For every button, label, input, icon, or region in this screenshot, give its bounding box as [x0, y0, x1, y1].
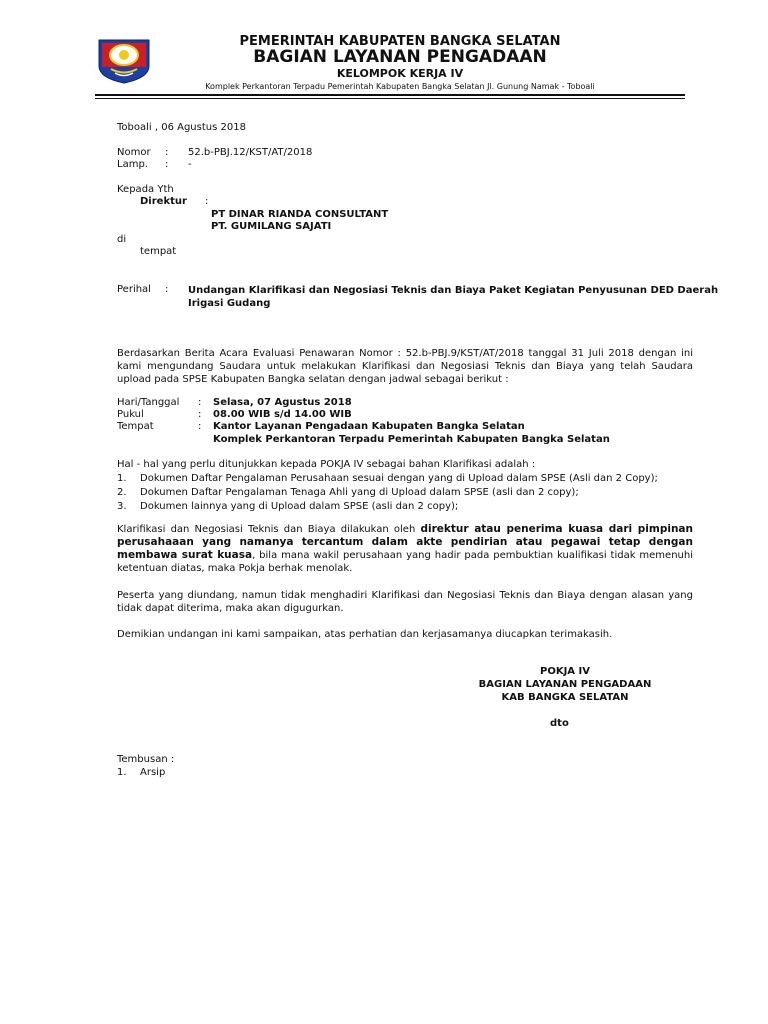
nomor-label: Nomor — [117, 147, 151, 158]
perihal-colon: : — [165, 284, 169, 295]
lamp-value: - — [188, 159, 192, 170]
hari-label: Hari/Tanggal — [117, 397, 180, 408]
body-paragraph-4: Demikian undangan ini kami sampaikan, atas perhatian dan kerjasamanya diucapkan terimakasih. — [117, 629, 613, 640]
lamp-colon: : — [165, 159, 169, 170]
pukul-label: Pukul — [117, 409, 144, 420]
kepada-yth: Kepada Yth — [117, 184, 174, 195]
body2-tail: , bila mana wakil perusahaan yang hadir pada pembuktian kualifikasi tidak memenuhi ketentuan diatas, maka Pokja berhak menolak. — [117, 550, 693, 574]
recipient-2: PT. GUMILANG SAJATI — [211, 221, 332, 232]
perihal-line-2: Irigasi Gudang — [188, 298, 271, 309]
tembusan-item-num: 1. — [117, 767, 127, 778]
pukul-value: 08.00 WIB s/d 14.00 WIB — [213, 409, 352, 420]
hal-item-text: Dokumen Daftar Pengalaman Tenaga Ahli yang di Upload dalam SPSE (asli dan 2 copy); — [140, 487, 579, 498]
nomor-colon: : — [165, 147, 169, 158]
recipient-1: PT DINAR RIANDA CONSULTANT — [211, 209, 389, 220]
tempat-label: tempat — [140, 246, 177, 257]
perihal-label: Perihal — [117, 284, 151, 295]
signature-regency: KAB BANGKA SELATAN — [501, 692, 629, 703]
hal-item-text: Dokumen Daftar Pengalaman Perusahaan sesuai dengan yang di Upload dalam SPSE (Asli dan 2 Copy); — [140, 473, 658, 484]
header-government: PEMERINTAH KABUPATEN BANGKA SELATAN — [239, 34, 561, 49]
header-rule-thick — [95, 94, 685, 96]
signature-agency: BAGIAN LAYANAN PENGADAAN — [478, 679, 652, 690]
direktur-label: Direktur — [140, 196, 187, 207]
hal-item-num: 3. — [117, 501, 127, 512]
body2-lead: Klarifikasi dan Negosiasi Teknis dan Biaya dilakukan oleh — [117, 524, 421, 535]
tempat-value-1: Kantor Layanan Pengadaan Kabupaten Bangka Selatan — [213, 421, 525, 432]
perihal-line-1: Undangan Klarifikasi dan Negosiasi Teknis dan Biaya Paket Kegiatan Penyusunan DED Daerah — [188, 285, 719, 296]
tempat-value-2: Komplek Perkantoran Terpadu Pemerintah Kabupaten Bangka Selatan — [213, 434, 610, 445]
nomor-value: 52.b-PBJ.12/KST/AT/2018 — [188, 147, 313, 158]
hari-colon: : — [198, 397, 202, 408]
signature-pokja: POKJA IV — [540, 666, 590, 677]
place-date: Toboali , 06 Agustus 2018 — [117, 122, 246, 133]
body-paragraph-3: Peserta yang diundang, namun tidak menghadiri Klarifikasi dan Negosiasi Teknis dan Biaya dengan alasan yang tidak dapat diterima, maka akan digugurkan. — [117, 590, 693, 614]
body-paragraph-1: Berdasarkan Berita Acara Evaluasi Penawaran Nomor : 52.b-PBJ.9/KST/AT/2018 tanggal 31 Juli 2018 dengan ini kami mengundang Saudara untuk melakukan Klarifikasi dan Negosiasi Teknis dan Biaya yang telah Saudara upload pada SPSE Kabupaten Bangka selatan dengan jadwal sebagai berikut : — [117, 348, 693, 385]
hal-item-num: 2. — [117, 487, 127, 498]
hal-item-text: Dokumen lainnya yang di Upload dalam SPSE (asli dan 2 copy); — [140, 501, 459, 512]
pukul-colon: : — [198, 409, 202, 420]
hal-item-num: 1. — [117, 473, 127, 484]
regency-logo — [97, 36, 151, 84]
header-working-group: KELOMPOK KERJA IV — [336, 67, 464, 80]
hari-value: Selasa, 07 Agustus 2018 — [213, 397, 352, 408]
tembusan-item-text: Arsip — [140, 767, 166, 778]
header-agency: BAGIAN LAYANAN PENGADAAN — [253, 47, 547, 67]
tembusan-label: Tembusan : — [117, 754, 175, 765]
header-rule-thin — [95, 98, 685, 99]
hal-intro: Hal - hal yang perlu ditunjukkan kepada POKJA IV sebagai bahan Klarifikasi adalah : — [117, 459, 536, 470]
signature-dto: dto — [550, 718, 569, 729]
body2-emphasis: direktur atau penerima kuasa dari pimpinan perusahaaan yang namanya tercantum dalam akte pendirian atau pegawai tetap dengan membawa surat kuasa — [117, 523, 693, 561]
body-paragraph-2 — [117, 523, 693, 575]
header-address: Komplek Perkantoran Terpadu Pemerintah Kabupaten Bangka Selatan Jl. Gunung Namak - Toboali — [205, 82, 595, 91]
lamp-label: Lamp. — [117, 159, 148, 170]
tempat-sched-label: Tempat — [117, 421, 154, 432]
direktur-colon: : — [205, 196, 209, 207]
di-label: di — [117, 234, 127, 245]
tempat-sched-colon: : — [198, 421, 202, 432]
